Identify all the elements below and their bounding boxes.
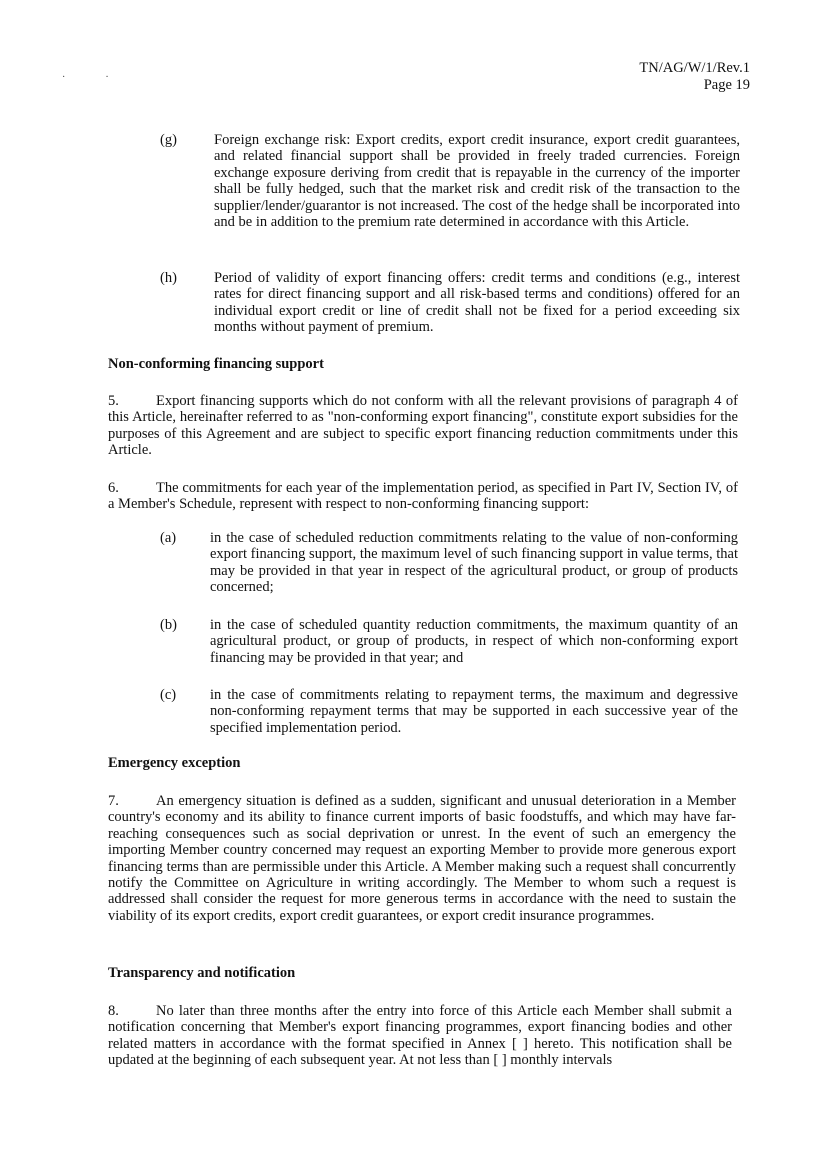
item-text: Period of validity of export financing offers: credit terms and conditions (e.g., interest rates for direct financing support and all risk-based terms and conditions) offered for an individual export credit or line of credit shall not be fixed for a period exceeding six months without payment of premium. (214, 270, 740, 336)
paragraph-number: 6. (108, 480, 119, 496)
paragraph-7 (108, 793, 736, 924)
item-label: (a) (160, 530, 177, 546)
section-heading-emergency: Emergency exception (108, 755, 241, 771)
paragraph-text: No later than three months after the entry into force of this Article each Member shall submit a notification concerning that Member's export financing programmes, export financing bodies and other related matters in accordance with the format specified in Annex [ ] hereto. This notification shall be updated at the beginning of each subsequent year. At not less than [ ] monthly intervals (108, 1003, 732, 1069)
paragraph-text: Export financing supports which do not conform with all the relevant provisions of paragraph 4 of this Article, hereinafter referred to as "non-conforming export financing", constitute export subsidies for the purposes of this Agreement and are subject to specific export financing reduction commitments under this Article. (108, 393, 738, 459)
item-label: (b) (160, 617, 177, 633)
paragraph-number: 5. (108, 393, 119, 409)
list-item-h (160, 270, 740, 340)
list-item-a (160, 530, 738, 600)
list-item-b (160, 617, 738, 669)
paragraph-text: An emergency situation is defined as a sudden, significant and unusual deterioration in a Member country's economy and its ability to finance current imports of basic foodstuffs, and which may have far-reaching consequences such as social deprivation or unrest. In the event of such an emergency the importing Member country concerned may request an exporting Member to provide more generous export financing terms than are permissible under this Article. A Member making such a request shall concurrently notify the Committee on Agriculture in writing accordingly. The Member to whom such a request is addressed shall consider the request for more generous terms in accordance with the need to sustain the viability of its export credits, export credit guarantees, or export credit insurance programmes. (108, 793, 736, 924)
paragraph-text: The commitments for each year of the implementation period, as specified in Part IV, Section IV, of a Member's Schedule, represent with respect to non-conforming financing support: (108, 480, 738, 513)
item-text: in the case of commitments relating to repayment terms, the maximum and degressive non-conforming repayment terms that may be supported in each successive year of the specified implementation period. (210, 687, 738, 736)
item-label: (g) (160, 132, 177, 148)
paragraph-5 (108, 393, 738, 459)
item-label: (c) (160, 687, 177, 703)
paragraph-6 (108, 480, 738, 513)
item-text: Foreign exchange risk: Export credits, export credit insurance, export credit guarantees, and related financial support shall be provided in freely traded currencies. Foreign exchange exposure deriving from credit that is repayable in the currency of the importer shall be fully hedged, such that the market risk and credit risk of the transaction to the supplier/lender/guarantor is not increased. The cost of the hedge shall be incorporated into and be in addition to the premium rate determined in accordance with this Article. (214, 132, 740, 231)
paragraph-number: 7. (108, 793, 119, 809)
list-item-g (160, 132, 740, 252)
document-symbol: TN/AG/W/1/Rev.1 (639, 60, 750, 76)
paragraph-number: 8. (108, 1003, 119, 1019)
section-heading-nonconforming: Non-conforming financing support (108, 356, 324, 372)
page-header (639, 60, 750, 94)
paragraph-8 (108, 1003, 732, 1069)
item-text: in the case of scheduled reduction commitments relating to the value of non-conforming export financing support, the maximum level of such financing support in value terms, that may be provided in that year in respect of the agricultural product, or group of products concerned; (210, 530, 738, 596)
item-text: in the case of scheduled quantity reduction commitments, the maximum quantity of an agricultural product, or group of products, in respect of which non-conforming export financing may be provided in that year; and (210, 617, 738, 666)
section-heading-transparency: Transparency and notification (108, 965, 296, 981)
scan-speck-marks: ·· (62, 72, 149, 83)
list-item-c (160, 687, 738, 739)
page-number: Page 19 (703, 77, 750, 93)
item-label: (h) (160, 270, 177, 286)
